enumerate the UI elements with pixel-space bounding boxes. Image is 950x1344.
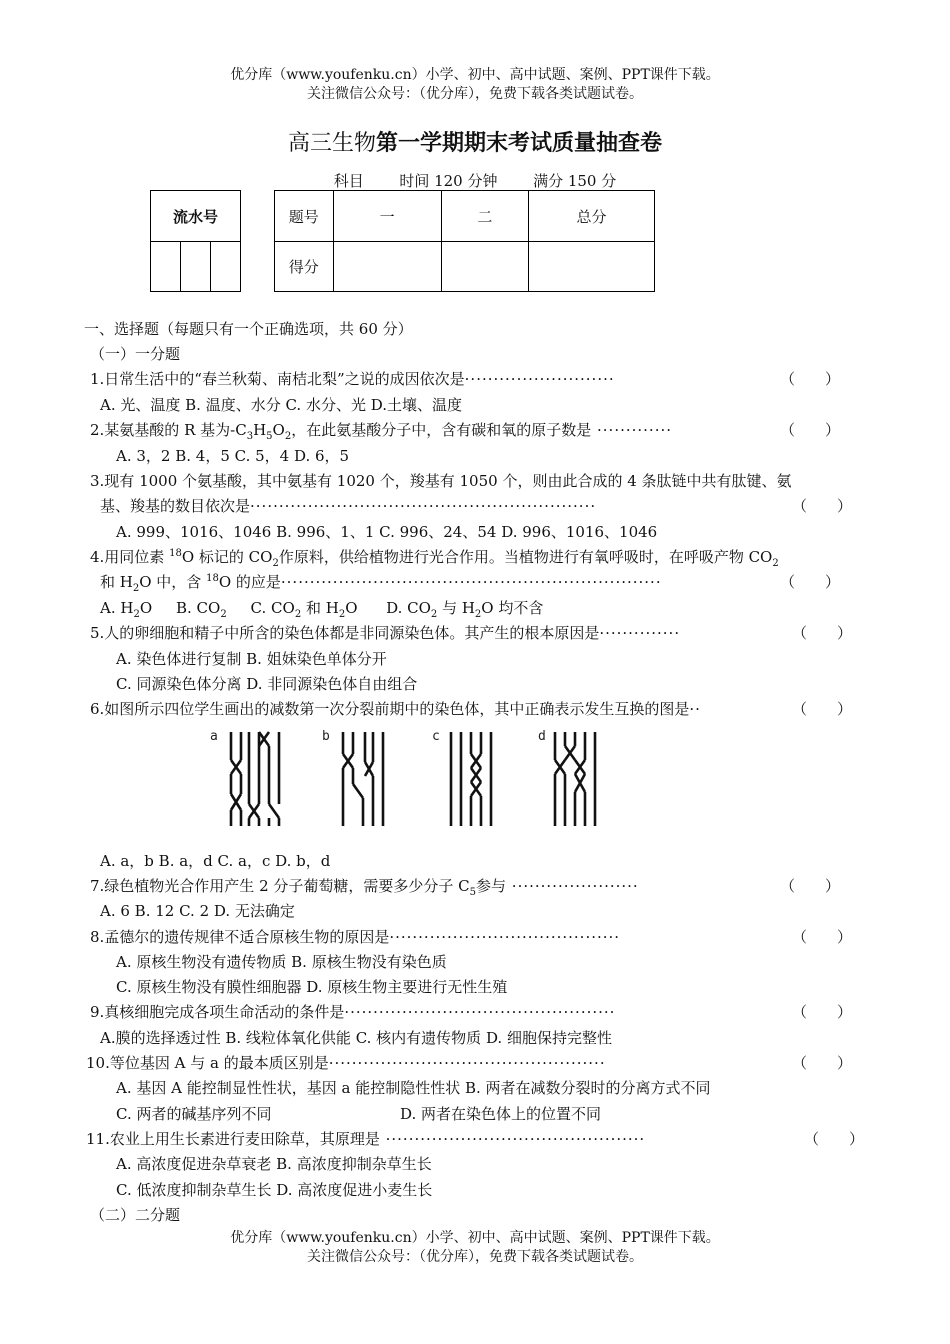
question-7-stem: 7.绿色植物光合作用产生 2 分子葡萄糖，需要多少分子 $C_5$参与 ······················ — [90, 877, 639, 898]
question-10-stem: 10.等位基因 A 与 a 的最本质区别是················································ — [86, 1054, 606, 1072]
figure-label-d: d — [538, 729, 546, 744]
chromosome-c — [451, 732, 491, 826]
score-table — [274, 190, 655, 292]
question-2-options: A. 3，2 B. 4，5 C. 5，4 D. 6，5 — [116, 447, 350, 465]
answer-paren: （ ） — [780, 370, 841, 388]
header-line-2: 关注微信公众号：（优分库），免费下载各类试题试卷。 — [307, 86, 643, 102]
serial-number-label: 流水号 — [151, 191, 241, 242]
figure-label-b: b — [322, 729, 330, 744]
subtitle — [0, 170, 950, 191]
title-normal: 高三生物 — [287, 131, 376, 156]
score-cell — [333, 242, 441, 292]
chromosome-a — [231, 732, 279, 826]
serial-cell — [180, 242, 210, 292]
question-1-stem: 1.日常生活中的“春兰秋菊、南桔北梨”之说的成因依次是·························· — [90, 370, 615, 388]
score-cell — [529, 242, 655, 292]
subtitle-subject: 科目 — [333, 172, 364, 190]
section-title: 一、选择题（每题只有一个正确选项，共 60 分） — [84, 320, 413, 338]
question-11-options-cd: C. 低浓度抑制杂草生长 D. 高浓度促进小麦生长 — [116, 1181, 433, 1199]
score-table-col: 总分 — [529, 191, 655, 242]
answer-paren: （ ） — [792, 624, 853, 642]
serial-number-box — [150, 190, 241, 292]
question-3-options: A. 999、1016、1046 B. 996、1、1 C. 996、24、54 D. 996、1016、1046 — [116, 523, 658, 541]
answer-paren: （ ） — [792, 1054, 853, 1072]
score-table-row-label: 得分 — [275, 242, 334, 292]
answer-paren: （ ） — [792, 928, 853, 946]
answer-paren: （ ） — [780, 877, 841, 895]
question-1-options: A. 光、温度 B. 温度、水分 C. 水分、光 D.土壤、温度 — [100, 396, 462, 414]
figure-label-c: c — [432, 729, 440, 744]
question-5-stem: 5.人的卵细胞和精子中所含的染色体都是非同源染色体。其产生的根本原因是·············· — [90, 624, 681, 642]
question-6-options: A. a，b B. a，d C. a，c D. b，d — [100, 852, 331, 870]
question-9-stem: 9.真核细胞完成各项生命活动的条件是··············································· — [90, 1003, 616, 1021]
subtitle-time: 时间 120 分钟 — [399, 172, 498, 190]
question-8-options-ab: A. 原核生物没有遗传物质 B. 原核生物没有染色质 — [116, 953, 447, 971]
score-table-col: 二 — [441, 191, 528, 242]
answer-paren: （ ） — [780, 573, 841, 591]
question-4-options: A. $H_2O$ B. $CO_2$ C. $CO_2$ 和 $H_2O$ D. $CO_2$ 与 $H_2O$ 均不含 — [100, 599, 544, 620]
question-4-stem-1: 4.用同位素 $^{18}$O 标记的 $CO_2$作原料，供给植物进行光合作用。当植物进行有氧呼吸时，在呼吸产物 $CO_2$ — [90, 548, 779, 569]
question-2-stem: 2.某氨基酸的 R 基为$-C_3H_5O_2$，在此氨基酸分子中，含有碳和氧的原子数是 ············· — [90, 421, 673, 442]
answer-paren: （ ） — [792, 700, 853, 718]
question-7-options: A. 6 B. 12 C. 2 D. 无法确定 — [100, 902, 295, 920]
question-11-options-ab: A. 高浓度促进杂草衰老 B. 高浓度抑制杂草生长 — [116, 1155, 432, 1173]
question-10-options-ab: A. 基因 A 能控制显性性状，基因 a 能控制隐性性状 B. 两者在减数分裂时的分离方式不同 — [116, 1079, 711, 1097]
title-bold: 第一学期期末考试质量抽查卷 — [376, 130, 663, 156]
answer-paren: （ ） — [792, 497, 853, 515]
serial-cell — [151, 242, 181, 292]
header-line-1: 优分库（www.youfenku.cn）小学、初中、高中试题、案例、PPT课件下载。 — [230, 67, 720, 83]
figure-label-a: a — [210, 729, 218, 744]
subsection-two-point: （二）二分题 — [90, 1206, 181, 1224]
question-6-stem: 6.如图所示四位学生画出的减数第一次分裂前期中的染色体，其中正确表示发生互换的图是·· — [90, 700, 701, 718]
subtitle-score: 满分 150 分 — [533, 172, 617, 190]
question-5-options-ab: A. 染色体进行复制 B. 姐妹染色单体分开 — [116, 650, 387, 668]
question-10-option-c: C. 两者的碱基序列不同 — [116, 1105, 272, 1123]
question-9-options: A.膜的选择透过性 B. 线粒体氧化供能 C. 核内有遗传物质 D. 细胞保持完整性 — [100, 1029, 612, 1047]
question-5-options-cd: C. 同源染色体分离 D. 非同源染色体自由组合 — [116, 675, 418, 693]
question-10-option-d: D. 两者在染色体上的位置不同 — [400, 1105, 602, 1123]
footer-line-2: 关注微信公众号：（优分库），免费下载各类试题试卷。 — [307, 1249, 643, 1265]
question-11-stem: 11.农业上用生长素进行麦田除草，其原理是 ············································· — [86, 1130, 646, 1148]
question-4-stem-2: 和 $H_2O$ 中，含 $^{18}$O 的应是·································································· — [100, 573, 662, 594]
question-3-stem-2: 基、羧基的数目依次是···························································· — [100, 497, 597, 515]
footer-line-1: 优分库（www.youfenku.cn）小学、初中、高中试题、案例、PPT课件下载。 — [230, 1230, 720, 1246]
score-cell — [441, 242, 528, 292]
question-8-options-cd: C. 原核生物没有膜性细胞器 D. 原核生物主要进行无性生殖 — [116, 978, 508, 996]
chromosome-d — [555, 732, 595, 826]
subsection-one-point: （一）一分题 — [90, 345, 181, 363]
chromosome-b — [343, 732, 383, 826]
answer-paren: （ ） — [804, 1130, 865, 1148]
page-title — [0, 126, 950, 157]
serial-cell — [210, 242, 240, 292]
score-table-col: 一 — [333, 191, 441, 242]
question-8-stem: 8.孟德尔的遗传规律不适合原核生物的原因是········································ — [90, 928, 621, 946]
score-table-row-label: 题号 — [275, 191, 334, 242]
answer-paren: （ ） — [792, 1003, 853, 1021]
answer-paren: （ ） — [780, 421, 841, 439]
chromosome-figure — [205, 722, 625, 832]
question-3-stem-1: 3.现有 1000 个氨基酸，其中氨基有 1020 个，羧基有 1050 个，则由此合成的 4 条肽链中共有肽键、氨 — [90, 472, 792, 490]
